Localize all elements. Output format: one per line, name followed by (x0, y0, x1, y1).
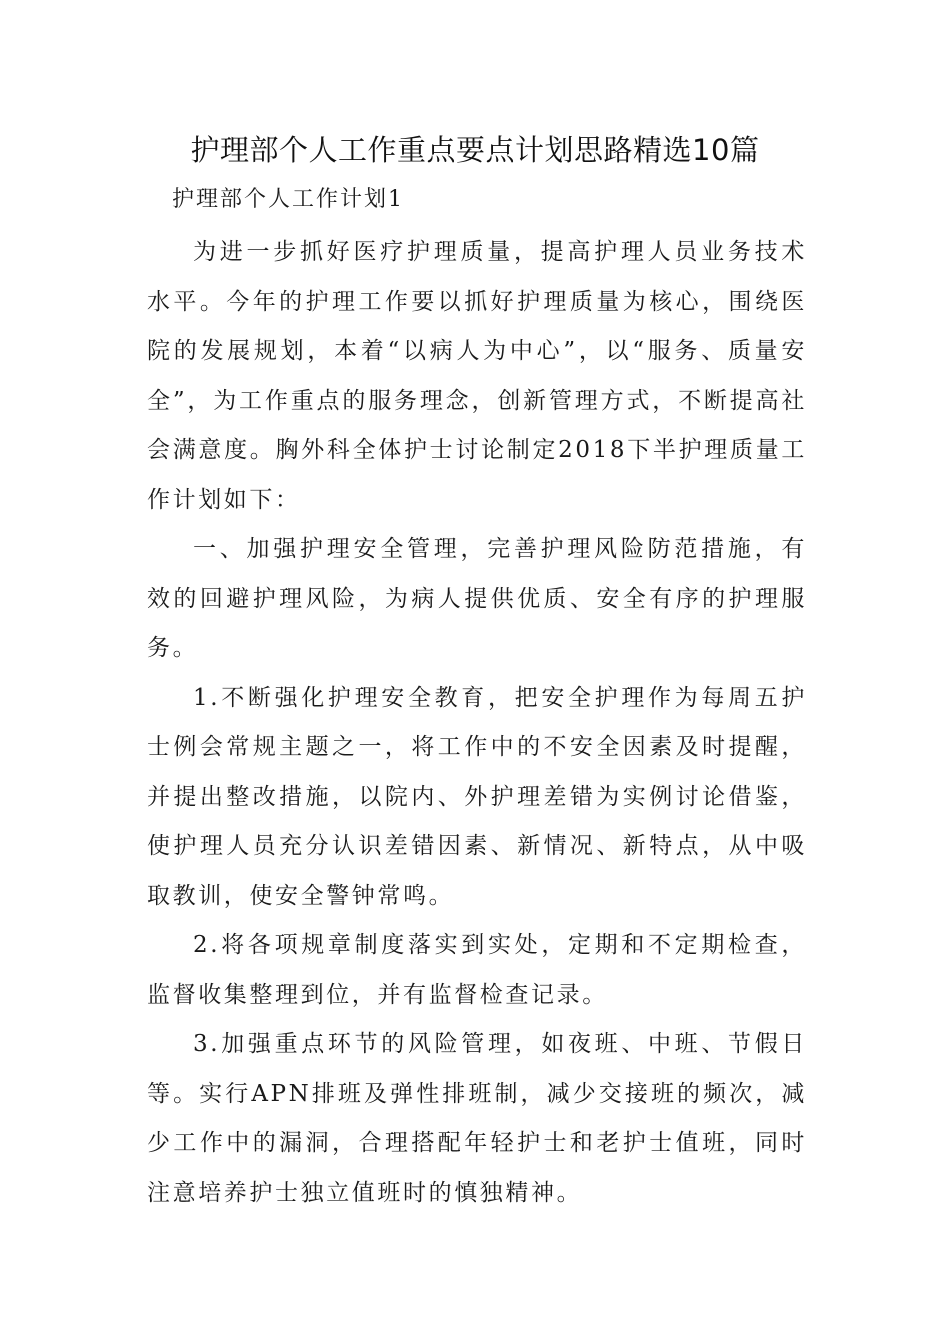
paragraph-intro: 为进一步抓好医疗护理质量，提高护理人员业务技术水平。今年的护理工作要以抓好护理质量为核心，围绕医院的发展规划，本着“以病人为中心”，以“服务、质量安全”，为工作重点的服务理念，创新管理方式，不断提高社会满意度。胸外科全体护士讨论制定2018下半护理质量工作计划如下： (147, 239, 807, 513)
paragraph-item-2: 2.将各项规章制度落实到实处，定期和不定期检查，监督收集整理到位，并有监督检查记录。 (147, 932, 807, 1008)
section-heading: 护理部个人工作计划1 (172, 187, 404, 212)
document-title: 护理部个人工作重点要点计划思路精选10篇 (190, 133, 760, 167)
paragraph-item-3: 3.加强重点环节的风险管理，如夜班、中班、节假日等。实行APN排班及弹性排班制，减少交接班的频次，减少工作中的漏洞，合理搭配年轻护士和老护士值班，同时注意培养护士独立值班时的慎独精神。 (147, 1031, 807, 1206)
paragraph-section-one: 一、加强护理安全管理，完善护理风险防范措施，有效的回避护理风险，为病人提供优质、安全有序的护理服务。 (147, 536, 807, 661)
document-body (147, 228, 807, 1218)
paragraph-item-1: 1.不断强化护理安全教育，把安全护理作为每周五护士例会常规主题之一，将工作中的不安全因素及时提醒，并提出整改措施，以院内、外护理差错为实例讨论借鉴，使护理人员充分认识差错因素、新情况、新特点，从中吸取教训，使安全警钟常鸣。 (147, 684, 807, 909)
